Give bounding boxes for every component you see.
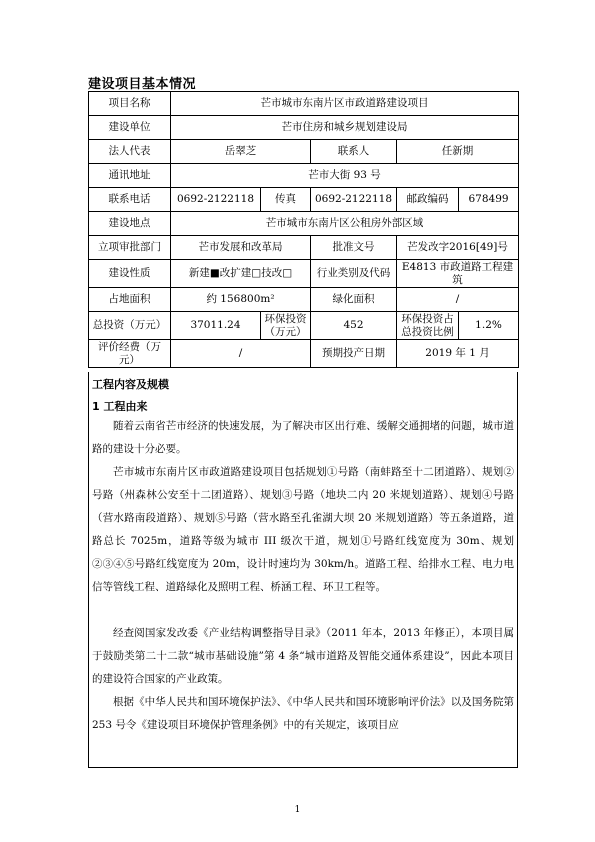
table-row — [89, 212, 519, 236]
green-label: 绿化面积 — [311, 288, 397, 312]
table-row — [89, 164, 519, 188]
phone-label: 联系电话 — [89, 188, 171, 212]
expected-date-value: 2019 年 1 月 — [397, 340, 519, 368]
site-label: 建设地点 — [89, 212, 171, 236]
table-row — [89, 140, 519, 164]
industry-label: 行业类别及代码 — [311, 260, 397, 288]
contact-value: 任新期 — [397, 140, 519, 164]
sub-title: 1 工程由来 — [92, 400, 148, 413]
project-name-label: 项目名称 — [89, 92, 171, 116]
postcode-label: 邮政编码 — [397, 188, 459, 212]
env-ratio-label: 环保投资占总投资比例 — [397, 312, 459, 340]
green-value: / — [397, 288, 519, 312]
table-row — [89, 188, 519, 212]
env-invest-value: 452 — [311, 312, 397, 340]
table-row — [89, 312, 519, 340]
paragraph-3: 经查阅国家发改委《产业结构调整指导目录》（2011 年本，2013 年修正），本项目属于鼓励类第二十二款“城市基础设施”第 4 条“城市道路及智能交通体系建设”，因此本项目的建设符合国家的产业政策。 — [92, 627, 514, 685]
table-row — [89, 236, 519, 260]
eval-fee-value: / — [171, 340, 311, 368]
table-row — [89, 288, 519, 312]
invest-value: 37011.24 — [171, 312, 261, 340]
postcode-value: 678499 — [459, 188, 519, 212]
fax-label: 传真 — [261, 188, 311, 212]
invest-label: 总投资（万元） — [89, 312, 171, 340]
env-ratio-value: 1.2% — [459, 312, 519, 340]
approval-dept-label: 立项审批部门 — [89, 236, 171, 260]
area-label: 占地面积 — [89, 288, 171, 312]
phone-value: 0692-2122118 — [171, 188, 261, 212]
address-label: 通讯地址 — [89, 164, 171, 188]
unit-label: 建设单位 — [89, 116, 171, 140]
unit-value: 芒市住房和城乡规划建设局 — [171, 116, 519, 140]
table-row — [89, 260, 519, 288]
address-value: 芒市大街 93 号 — [171, 164, 519, 188]
contact-label: 联系人 — [311, 140, 397, 164]
env-invest-label: 环保投资（万元） — [261, 312, 311, 340]
approval-dept-value: 芒市发展和改革局 — [171, 236, 311, 260]
legal-rep-value: 岳翠芝 — [171, 140, 311, 164]
site-value: 芒市城市东南片区公租房外部区域 — [171, 212, 519, 236]
paragraph-2: 芒市城市东南片区市政道路建设项目包括规划①号路（南蚌路至十二团道路）、规划②号路（州森林公安至十二团道路）、规划③号路（地块二内 20 米规划道路）、规划④号路（营水路南段道路）、规划⑤号路（营水路至孔雀湖大坝 20 米规划道路）等五条道路，道路总长 7025m，道路等级为城市 III 级次干道，规划①号路红线宽度为 30m、规划②③④⑤号路红线宽度为 20m，设计时速均为 30km/h。道路工程、给排水工程、电力电信等管线工程、道路绿化及照明工程、桥涵工程、环卫工程等。 — [92, 466, 514, 593]
nature-value: 新建■改扩建□技改□ — [171, 260, 311, 288]
table-row — [89, 92, 519, 116]
approval-doc-value: 芒发改字2016[49]号 — [397, 236, 519, 260]
paragraph-1: 随着云南省芒市经济的快速发展，为了解决市区出行难、缓解交通拥堵的问题，城市道路的建设十分必要。 — [92, 420, 514, 455]
fax-value: 0692-2122118 — [311, 188, 397, 212]
table-row — [89, 116, 519, 140]
legal-rep-label: 法人代表 — [89, 140, 171, 164]
project-info-table — [88, 91, 519, 368]
eval-fee-label: 评价经费（万元） — [89, 340, 171, 368]
section-title: 工程内容及规模 — [92, 378, 169, 391]
approval-doc-label: 批准文号 — [311, 236, 397, 260]
nature-label: 建设性质 — [89, 260, 171, 288]
industry-value: E4813 市政道路工程建筑 — [397, 260, 519, 288]
paragraph-4: 根据《中华人民共和国环境保护法》、《中华人民共和国环境影响评价法》以及国务院第 253 号令《建设项目环境保护管理条例》中的有关规定，该项目应 — [92, 696, 514, 731]
page-number: 1 — [294, 805, 301, 815]
expected-date-label: 预期投产日期 — [311, 340, 397, 368]
area-value: 约 156800m² — [171, 288, 311, 312]
project-name-value: 芒市城市东南片区市政道路建设项目 — [171, 92, 519, 116]
table-row — [89, 340, 519, 368]
page-heading: 建设项目基本情况 — [88, 77, 197, 92]
